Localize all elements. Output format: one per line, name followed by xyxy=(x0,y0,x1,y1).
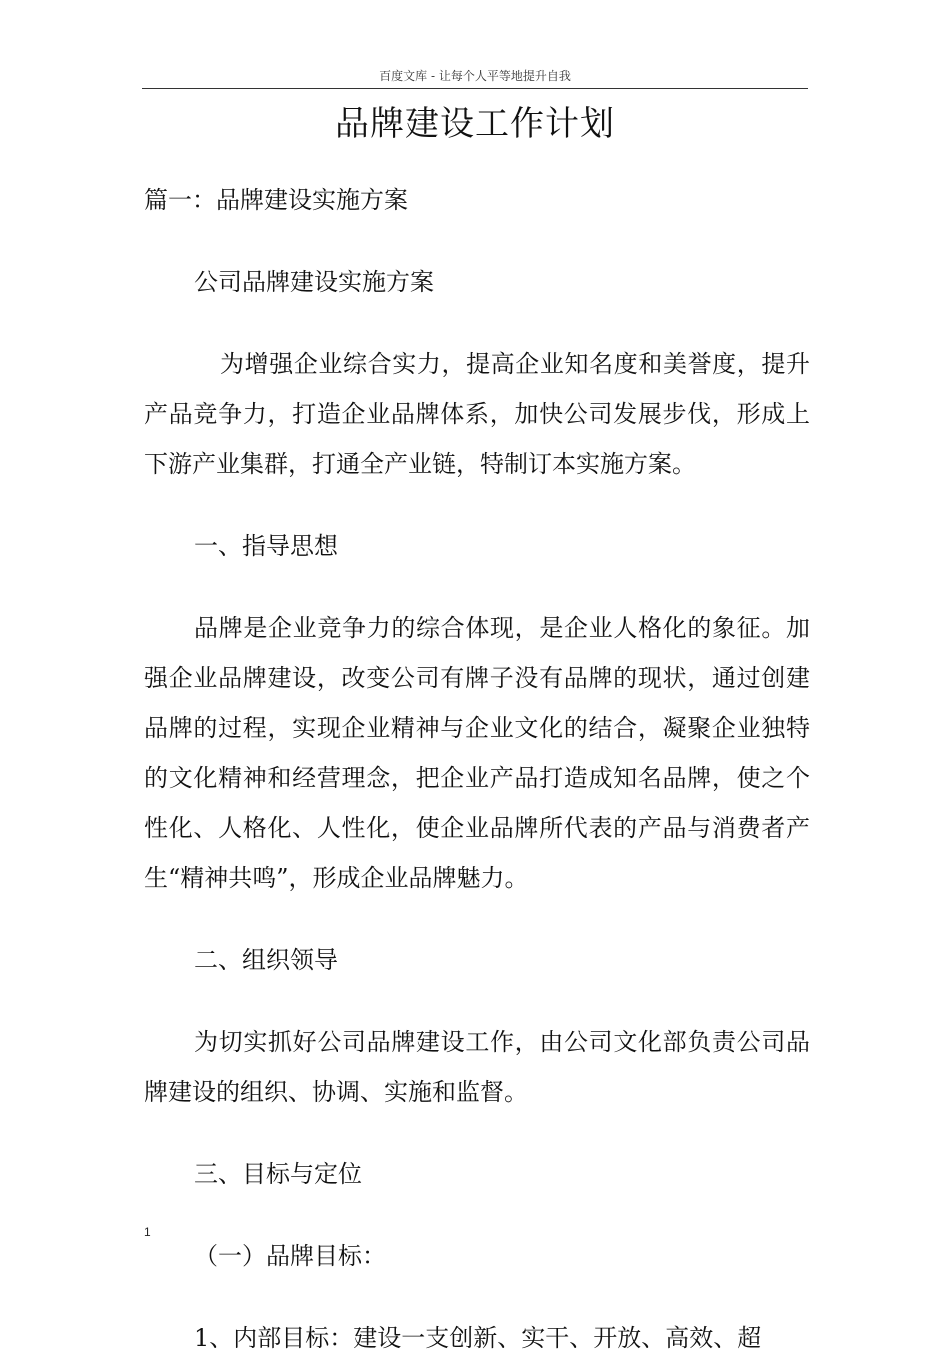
list-item-internal-goal: 1、内部目标：建设一支创新、实干、开放、高效、超 xyxy=(194,1324,762,1352)
paragraph-guiding-principles: 品牌是企业竞争力的综合体现，是企业人格化的象征。加强企业品牌建设，改变公司有牌子没有品牌的现状，通过创建品牌的过程，实现企业精神与企业文化的结合，凝聚企业独特的文化精神和经营理念，把企业产品打造成知名品牌，使之个性化、人格化、人性化，使企业品牌所代表的产品与消费者产生“精神共鸣”，形成企业品牌魅力。 xyxy=(144,614,810,892)
page-header: 百度文库 - 让每个人平等地提升自我 xyxy=(142,66,808,89)
intro-paragraph: 为增强企业综合实力，提高企业知名度和美誉度，提升产品竞争力，打造企业品牌体系，加快公司发展步伐，形成上下游产业集群，打通全产业链，特制订本实施方案。 xyxy=(144,350,810,478)
document-title: 品牌建设工作计划 xyxy=(335,104,615,144)
page-number: 1 xyxy=(144,1225,151,1239)
document-body xyxy=(144,175,810,1363)
plan-subheading: 公司品牌建设实施方案 xyxy=(194,268,434,296)
heading-goals: 三、目标与定位 xyxy=(194,1160,362,1188)
heading-organization: 二、组织领导 xyxy=(194,946,338,974)
heading-guiding-principles: 一、指导思想 xyxy=(194,532,338,560)
paragraph-organization: 为切实抓好公司品牌建设工作，由公司文化部负责公司品牌建设的组织、协调、实施和监督。 xyxy=(144,1028,810,1106)
subheading-brand-goals: （一）品牌目标： xyxy=(194,1242,386,1270)
section-heading: 篇一：品牌建设实施方案 xyxy=(144,186,408,214)
